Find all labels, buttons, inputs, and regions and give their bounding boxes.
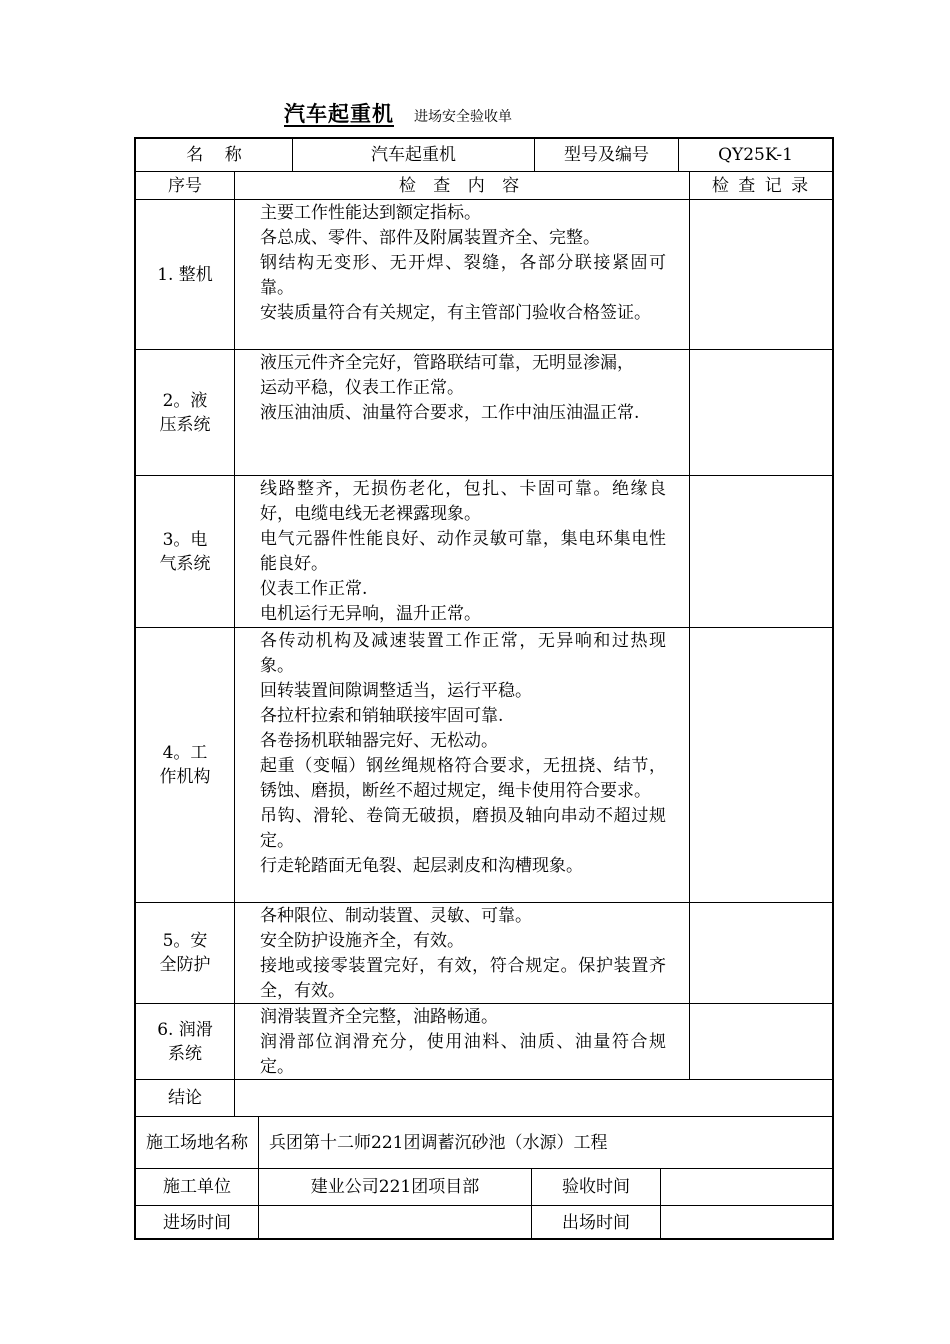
exit-time-value[interactable]	[661, 1206, 832, 1240]
unit-value: 建业公司221团项目部	[310, 1177, 480, 1197]
check-item: 各总成、零件、部件及附属装置齐全、完整。	[260, 228, 600, 248]
section-content	[260, 351, 666, 426]
title-sub: 进场安全验收单	[414, 109, 512, 125]
check-item: 吊钩、滑轮、卷筒无破损，磨损及轴向串动不超过规定。	[260, 806, 666, 851]
section-label: 5。安全防护	[159, 931, 211, 975]
exit-time-label: 出场时间	[562, 1213, 630, 1233]
section-label: 1. 整机	[157, 264, 213, 285]
section-content	[260, 201, 666, 326]
site-label: 施工场地名称	[146, 1132, 248, 1153]
section-content	[260, 477, 666, 627]
model-value: QY25K-1	[718, 145, 793, 165]
conclusion-label: 结论	[168, 1088, 202, 1108]
model-label: 型号及编号	[564, 145, 649, 165]
check-item: 运动平稳，仪表工作正常。	[260, 378, 464, 398]
accept-time-label: 验收时间	[562, 1177, 630, 1197]
acceptance-form-table	[134, 137, 834, 1240]
check-item: 润滑装置齐全完整，油路畅通。	[260, 1007, 498, 1027]
check-item: 各卷扬机联轴器完好、无松动。	[260, 731, 498, 751]
conclusion-field[interactable]	[235, 1080, 832, 1116]
check-item: 液压元件齐全完好，管路联结可靠，无明显渗漏，	[260, 353, 634, 373]
check-item: 各拉杆拉索和销轴联接牢固可靠.	[260, 706, 504, 726]
content-header: 检 查 内 容	[398, 175, 526, 196]
check-item: 电气元器件性能良好、动作灵敏可靠，集电环集电性能良好。	[260, 529, 666, 574]
name-label: 名 称	[186, 145, 242, 165]
check-item: 起重（变幅）钢丝绳规格符合要求，无扭挠、结节，锈蚀、磨损，断丝不超过规定，绳卡使用符合要求。	[260, 756, 666, 801]
site-value: 兵团第十二师221团调蓄沉砂池（水源）工程	[269, 1132, 608, 1153]
record-area[interactable]	[690, 200, 832, 1079]
section-label: 2。液压系统	[159, 390, 211, 435]
name-value: 汽车起重机	[371, 145, 456, 165]
check-item: 各种限位、制动装置、灵敏、可靠。	[260, 906, 532, 926]
section-content	[260, 904, 666, 1004]
section-label: 4。工作机构	[159, 743, 211, 787]
check-item: 液压油油质、油量符合要求，工作中油压油温正常.	[260, 403, 640, 423]
check-item: 电机运行无异响，温升正常。	[260, 604, 481, 624]
title-main: 汽车起重机	[284, 102, 394, 126]
record-header: 检 查 记 录	[711, 175, 811, 196]
check-item: 主要工作性能达到额定指标。	[260, 203, 481, 223]
seq-header: 序号	[168, 175, 202, 196]
entry-time-label: 进场时间	[163, 1213, 231, 1233]
check-item: 钢结构无变形、无开焊、裂缝，各部分联接紧固可靠。	[260, 253, 666, 298]
entry-time-value[interactable]	[259, 1206, 531, 1240]
check-item: 线路整齐，无损伤老化，包扎、卡固可靠。绝缘良好，电缆电线无老裸露现象。	[260, 479, 666, 524]
check-item: 接地或接零装置完好，有效，符合规定。保护装置齐全，有效。	[260, 956, 666, 1001]
check-item: 各传动机构及减速装置工作正常，无异响和过热现象。	[260, 631, 666, 676]
section-label: 3。电气系统	[159, 529, 211, 574]
check-item: 安全防护设施齐全，有效。	[260, 931, 464, 951]
section-label: 6. 润滑系统	[157, 1019, 213, 1064]
section-content	[260, 1005, 666, 1080]
check-item: 仪表工作正常.	[260, 579, 368, 599]
accept-time-value[interactable]	[661, 1169, 832, 1205]
section-content	[260, 629, 666, 879]
check-item: 润滑部位润滑充分，使用油料、油质、油量符合规定。	[260, 1032, 666, 1077]
document-title	[284, 98, 512, 128]
check-item: 安装质量符合有关规定，有主管部门验收合格签证。	[260, 303, 651, 323]
check-item: 回转装置间隙调整适当，运行平稳。	[260, 681, 532, 701]
unit-label: 施工单位	[163, 1177, 231, 1197]
check-item: 行走轮踏面无龟裂、起层剥皮和沟槽现象。	[260, 856, 583, 876]
